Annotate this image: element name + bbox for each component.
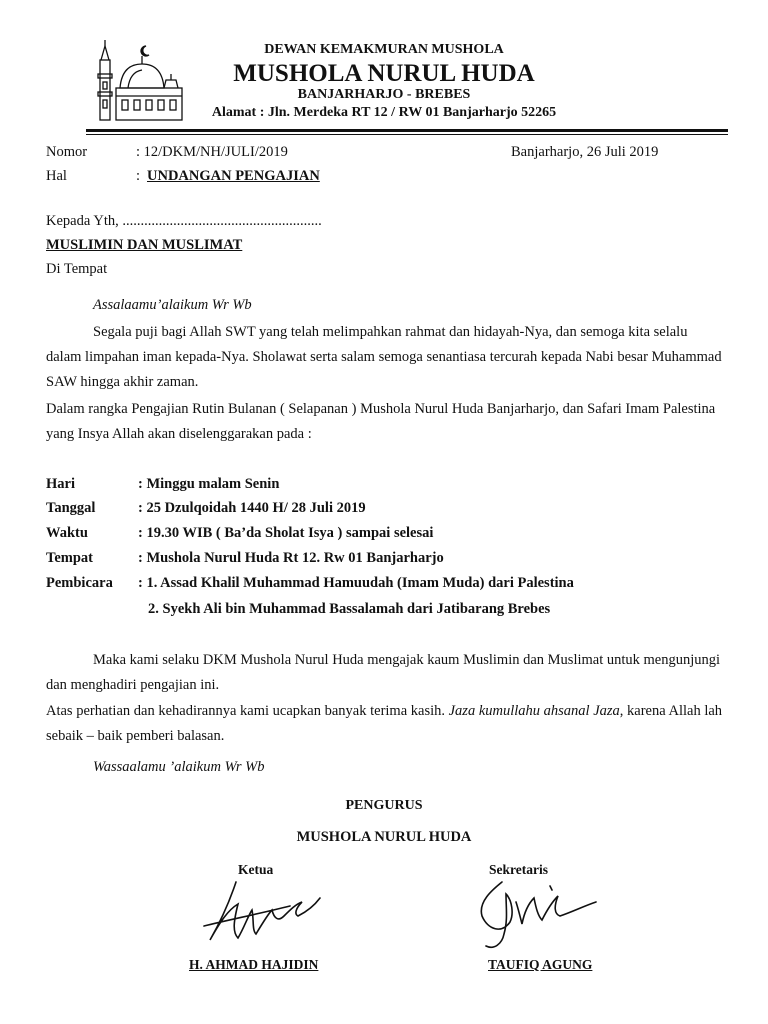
- letterhead-org: DEWAN KEMAKMURAN MUSHOLA: [264, 42, 504, 57]
- detail-label: Tempat: [46, 550, 93, 566]
- paragraph-3: Maka kami selaku DKM Mushola Nurul Huda mengajak kaum Muslimin dan Muslimat untuk mengunjungi dan menghadiri pengajian ini.: [46, 652, 721, 693]
- nomor-value: : 12/DKM/NH/JULI/2019: [136, 144, 288, 160]
- letterhead-name: MUSHOLA NURUL HUDA: [233, 60, 535, 87]
- paragraph-4-a: Atas perhatian dan kehadirannya kami ucapkan banyak terima kasih.: [46, 703, 445, 719]
- signatory-title-2: MUSHOLA NURUL HUDA: [296, 829, 472, 845]
- right-role: Sekretaris: [489, 862, 548, 877]
- hal-colon: :: [136, 168, 141, 184]
- place-date: Banjarharjo, 26 Juli 2019: [511, 144, 659, 160]
- ketua-signature: [198, 876, 328, 956]
- left-name: H. AHMAD HAJIDIN: [189, 957, 319, 972]
- greeting: Assalaamu’alaikum Wr Wb: [93, 297, 252, 313]
- sekretaris-signature: [462, 872, 602, 956]
- paragraph-2: Dalam rangka Pengajian Rutin Bulanan ( Selapanan ) Mushola Nurul Huda Banjarharjo, dan Safari Imam Palestina yang Insya Allah akan diselenggarakan pada :: [46, 401, 716, 442]
- nomor-label: Nomor: [46, 144, 88, 160]
- hal-value: UNDANGAN PENGAJIAN: [147, 168, 320, 184]
- detail-value: : 19.30 WIB ( Ba’da Sholat Isya ) sampai selesai: [138, 525, 434, 541]
- right-name: TAUFIQ AGUNG: [488, 957, 593, 972]
- detail-value: : 1. Assad Khalil Muhammad Hamuudah (Imam Muda) dari Palestina: [138, 575, 574, 591]
- hal-label: Hal: [46, 168, 67, 184]
- detail-label: Pembicara: [46, 575, 113, 591]
- recipient-to: Kepada Yth, .......................................................: [46, 213, 322, 229]
- recipient-place: Di Tempat: [46, 261, 108, 277]
- paragraph-1: Segala puji bagi Allah SWT yang telah melimpahkan rahmat dan hidayah-Nya, dan semoga kita selalu dalam limpahan iman kepada-Nya. Sholawat serta salam semoga senantiasa tercurah kepada Nabi besar Muhammad SAW hingga akhir zaman.: [46, 324, 722, 390]
- detail-value: 2. Syekh Ali bin Muhammad Bassalamah dari Jatibarang Brebes: [148, 601, 551, 617]
- paragraph-4-italic: Jaza kumullahu ahsanal Jaza: [448, 703, 620, 719]
- letterhead-location: BANJARHARJO - BREBES: [297, 87, 471, 102]
- letterhead-address: Alamat : Jln. Merdeka RT 12 / RW 01 Banjarharjo 52265: [211, 105, 557, 120]
- signatory-title-1: PENGURUS: [345, 798, 423, 813]
- detail-label: Hari: [46, 476, 75, 492]
- detail-value: : 25 Dzulqoidah 1440 H/ 28 Juli 2019: [138, 500, 366, 516]
- recipient-name: MUSLIMIN DAN MUSLIMAT: [46, 237, 243, 253]
- paragraph-4-b: , karena Allah lah sebaik – baik pemberi balasan.: [46, 703, 723, 744]
- farewell: Wassaalamu ’alaikum Wr Wb: [93, 759, 265, 775]
- left-role: Ketua: [238, 862, 274, 877]
- detail-label: Waktu: [46, 525, 88, 541]
- detail-label: Tanggal: [46, 500, 96, 516]
- detail-value: : Minggu malam Senin: [138, 476, 280, 492]
- detail-value: : Mushola Nurul Huda Rt 12. Rw 01 Banjarharjo: [138, 550, 444, 566]
- letterhead-rule-thin: [86, 134, 728, 135]
- paragraph-4: [46, 699, 726, 749]
- letterhead-rule-thick: [86, 129, 728, 132]
